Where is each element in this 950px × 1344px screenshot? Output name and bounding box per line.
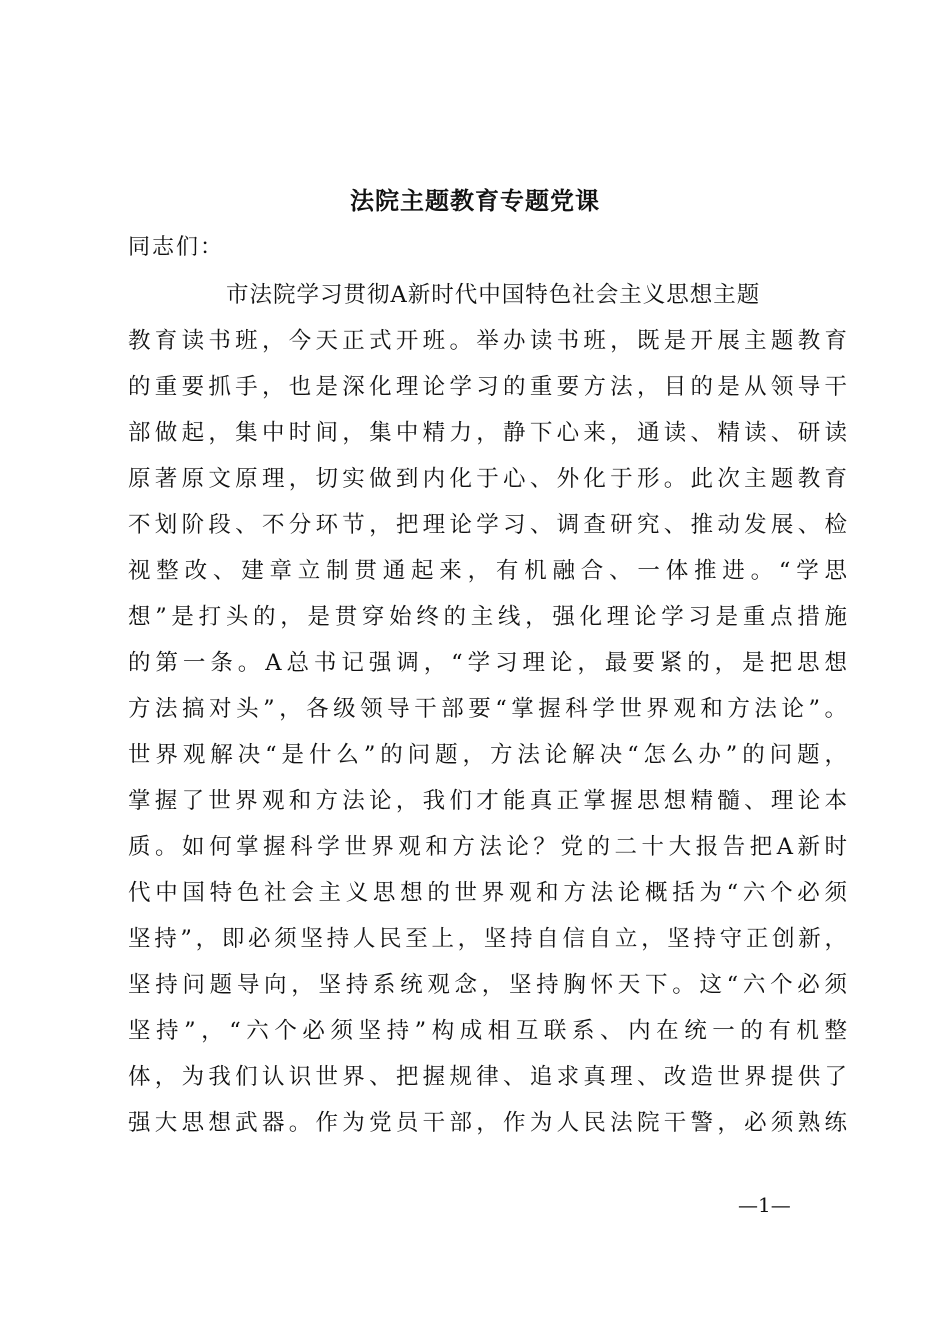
paragraph-line: 坚持问题导向，坚持系统观念，坚持胸怀天下。这“六个必须 [128, 972, 848, 998]
paragraph-line: 强大思想武器。作为党员干部，作为人民法院干警，必须熟练 [128, 1110, 848, 1136]
paragraph-line: 视整改、建章立制贯通起来，有机融合、一体推进。“学思 [128, 558, 848, 584]
paragraph-line: 的重要抓手，也是深化理论学习的重要方法，目的是从领导干 [128, 374, 848, 400]
paragraph-line: 世界观解决“是什么”的问题，方法论解决“怎么办”的问题， [128, 742, 848, 768]
paragraph-line: 掌握了世界观和方法论，我们才能真正掌握思想精髓、理论本 [128, 788, 848, 814]
page-number: —1— [738, 1193, 791, 1217]
paragraph-line: 方法搞对头”，各级领导干部要“掌握科学世界观和方法论”。 [128, 696, 848, 722]
body-paragraph [128, 272, 848, 1146]
salutation: 同志们： [128, 235, 225, 260]
paragraph-line: 不划阶段、不分环节，把理论学习、调查研究、推动发展、检 [128, 512, 848, 538]
page-title: 法院主题教育专题党课 [350, 186, 600, 215]
paragraph-line: 原著原文原理，切实做到内化于心、外化于形。此次主题教育 [128, 466, 848, 492]
paragraph-line: 体，为我们认识世界、把握规律、追求真理、改造世界提供了 [128, 1064, 848, 1090]
paragraph-line: 市法院学习贯彻A新时代中国特色社会主义思想主题 [226, 282, 761, 308]
paragraph-line: 部做起，集中时间，集中精力，静下心来，通读、精读、研读 [128, 420, 848, 446]
paragraph-line: 坚持”，即必须坚持人民至上，坚持自信自立，坚持守正创新， [128, 926, 848, 952]
paragraph-line: 代中国特色社会主义思想的世界观和方法论概括为“六个必须 [128, 880, 848, 906]
paragraph-line: 坚持”，“六个必须坚持”构成相互联系、内在统一的有机整 [128, 1018, 848, 1044]
paragraph-line: 教育读书班，今天正式开班。举办读书班，既是开展主题教育 [128, 328, 848, 354]
paragraph-line: 想”是打头的，是贯穿始终的主线，强化理论学习是重点措施 [128, 604, 848, 630]
paragraph-line: 质。如何掌握科学世界观和方法论？党的二十大报告把A新时 [128, 834, 848, 860]
paragraph-line: 的第一条。A总书记强调，“学习理论，最要紧的，是把思想 [128, 650, 848, 676]
